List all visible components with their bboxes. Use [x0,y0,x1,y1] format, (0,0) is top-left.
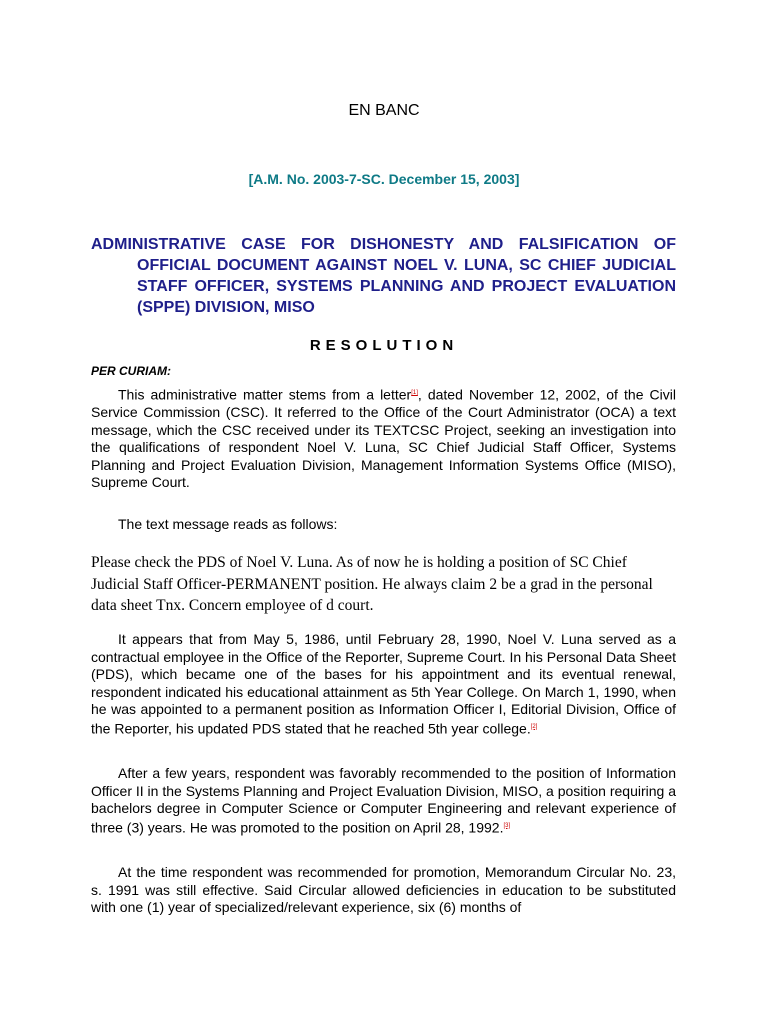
paragraph-1-text-a: This administrative matter stems from a letter [118,386,412,403]
paragraph-4 [91,765,676,837]
paragraph-1-text-b: , dated November 12, 2002, of the Civil Service Commission (CSC). It referred to the Office of the Court Administrator (OCA) a text message, which the CSC received under its TEXTCSC Project, seeking an investigation into the qualifications of respondent Noel V. Luna, SC Chief Judicial Staff Officer, Systems Planning and Project Evaluation Division, Management Information Systems Office (MISO), Supreme Court. [91,386,676,491]
footnote-link-3[interactable]: [3] [503,822,511,829]
paragraph-2 [91,516,676,534]
paragraph-3 [91,631,676,738]
paragraph-3-text: It appears that from May 5, 1986, until February 28, 1990, Noel V. Luna served as a contractual employee in the Office of the Reporter, Supreme Court. In his Personal Data Sheet (PDS), which became one of the bases for his appointment and its eventual renewal, respondent indicated his educational attainment as 5th Year College. On March 1, 1990, when he was appointed to a permanent position as Information Officer I, Editorial Division, Office of the Reporter, his updated PDS stated that he reached 5th year college. [91,631,676,737]
paragraph-2-text: The text message reads as follows: [118,516,338,532]
footnote-link-1[interactable]: [1] [411,390,418,396]
case-number: [A.M. No. 2003-7-SC. December 15, 2003] [248,171,520,187]
quoted-text-message: Please check the PDS of Noel V. Luna. As of now he is holding a position of SC Chief Judicial Staff Officer-PERMANENT position. He always claim 2 be a grad in the personal data sheet Tnx. Concern employee of d court. [91,554,653,614]
paragraph-4-text: After a few years, respondent was favorably recommended to the position of Information Officer II in the Systems Planning and Project Evaluation Division, MISO, a position requiring a bachelors degree in Computer Science or Computer Engineering and relevant experience of three (3) years. He was promoted to the position on April 28, 1992. [91,765,676,836]
paragraph-1 [91,385,676,492]
court-division: EN BANC [348,102,420,119]
paragraph-5-text: At the time respondent was recommended for promotion, Memorandum Circular No. 23, s. 1991 was still effective. Said Circular allowed deficiencies in education to be substituted with one (1) year of specialized/relevant experience, six (6) months of [91,864,676,915]
document-type-heading: RESOLUTION [309,337,459,354]
footnote-link-2[interactable]: [2] [530,723,538,730]
case-title: ADMINISTRATIVE CASE FOR DISHONESTY AND FALSIFICATION OF OFFICIAL DOCUMENT AGAINST NOEL V. LUNA, SC CHIEF JUDICIAL STAFF OFFICER, SYSTEMS PLANNING AND PROJECT EVALUATION (SPPE) DIVISION, MISO [91,236,676,316]
per-curiam-label: PER CURIAM: [91,364,171,378]
paragraph-5 [91,864,676,917]
